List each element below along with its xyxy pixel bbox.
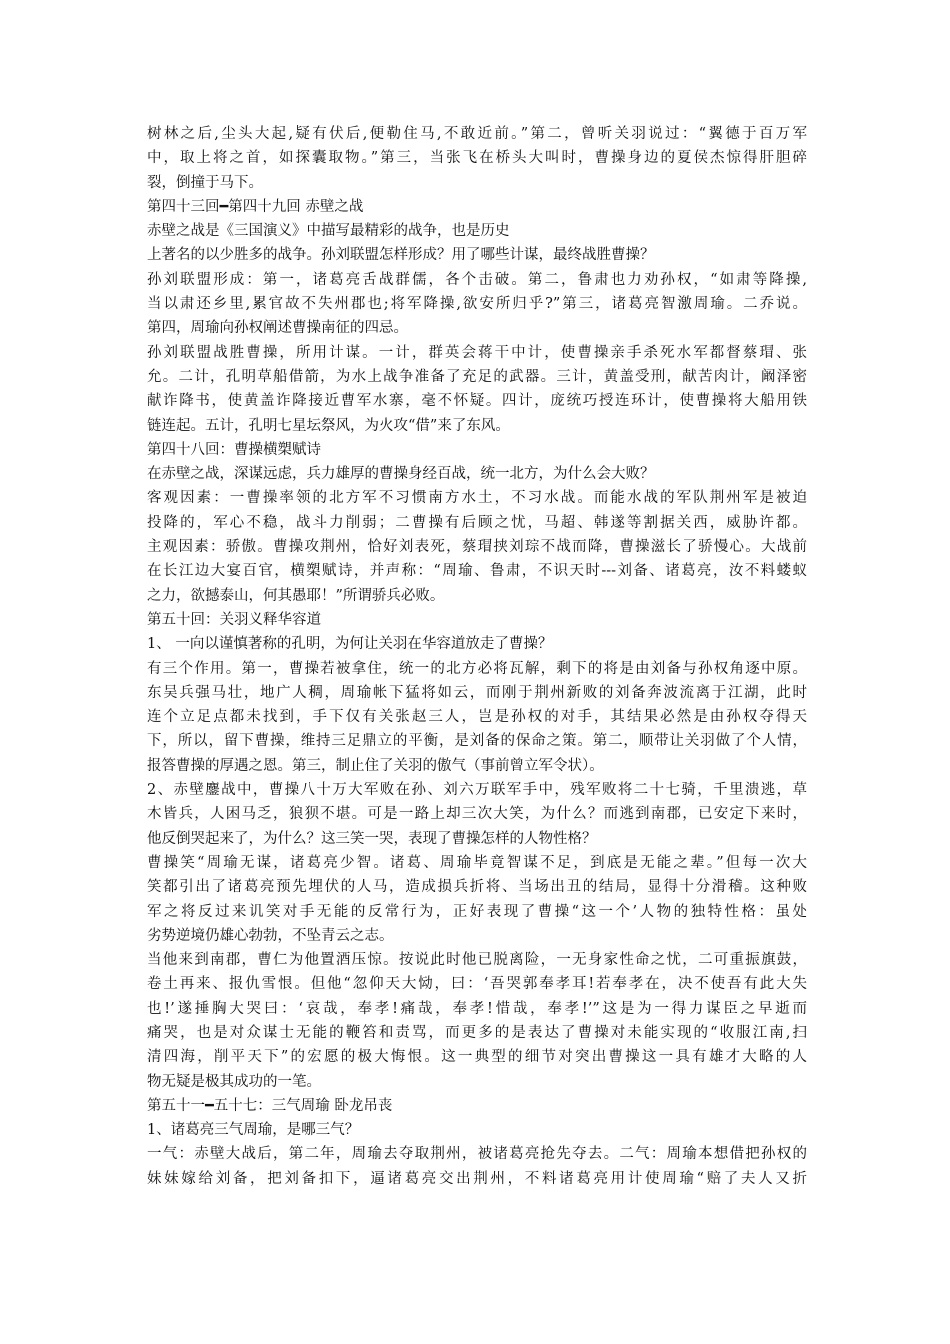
text-line: 报答曹操的厚遇之恩。第三，制止住了关羽的傲气（事前曾立军令状）。 [147,757,604,774]
text-line: 投降的，军心不稳，战斗力削弱；二曹操有后顾之忧，马超、韩遂等割据关西，威胁许都。 [147,514,807,531]
text-line: 赤壁之战是《三国演义》中描写最精彩的战争，也是历史 [147,223,510,240]
text-line: 孙刘联盟战胜曹操，所用计谋。一计，群英会蒋干中计，使曹操亲手杀死水军都督蔡瑁、张 [147,344,807,361]
text-line: 军之将反过来讥笑对手无能的反常行为，正好表现了曹操“这一个’人物的独特性格：虽处 [147,903,807,920]
text-line: 客观因素：一曹操率领的北方军不习惯南方水土，不习水战。而能水战的军队荆州军是被迫 [147,490,807,507]
text-line: 笑都引出了诸葛亮预先埋伏的人马，造成损兵折将、当场出丑的结局，显得十分滑稽。这种败 [147,879,807,896]
text-line: 妹妹嫁给刘备，把刘备扣下，逼诸葛亮交出荆州，不料诸葛亮用计使周瑜“赔了夫人又折 [147,1170,807,1187]
text-line: 当他来到南郡，曹仁为他置酒压惊。按说此时他已脱离险，一无身家性命之忧，二可重振旗鼓， [147,952,807,969]
text-line: 献诈降书，使黄盖诈降接近曹军水寨，毫不怀疑。四计，庞统巧授连环计，使曹操将大船用铁 [147,393,807,410]
text-line: 东吴兵强马壮，地广人稠，周瑜帐下猛将如云，而刚于荆州新败的刘备奔波流离于江湖，此时 [147,684,807,701]
text-line: 第四十八回：曹操横槊赋诗 [147,441,321,458]
text-line: 之力，欲撼泰山，何其愚耶！”所谓骄兵必败。 [147,587,445,604]
text-line: 下，所以，留下曹操，维持三足鼎立的平衡，是刘备的保命之策。第二，顺带让关羽做了个人情， [147,733,807,750]
text-line: 他反倒哭起来了，为什么？这三笑一哭，表现了曹操怎样的人物性格？ [147,830,597,847]
text-line: 连个立足点都未找到，手下仅有关张赵三人，岂是孙权的对手，其结果必然是由孙权夺得天 [147,709,807,726]
text-line: 第五十一━五十七：三气周瑜 卧龙吊丧 [147,1097,393,1114]
text-line: 木皆兵，人困马乏，狼狈不堪。可是一路上却三次大笑，为什么？而逃到南郡，已安定下来时， [147,806,807,823]
text-line: 树林之后,尘头大起,疑有伏后,便勒住马,不敢近前。”第二，曾听关羽说过：“翼德于百万军 [147,126,807,142]
text-line: 裂，倒撞于马下。 [147,174,263,191]
text-line: 劣势逆境仍雄心勃勃，不坠青云之志。 [147,927,394,944]
text-line: 曹操笑“周瑜无谋，诸葛亮少智。诸葛、周瑜毕竟智谋不足，到底是无能之辈。”但每一次大 [147,854,807,871]
text-line: 第五十回：关羽义释华容道 [147,611,321,628]
text-line: 主观因素：骄傲。曹操攻荆州，恰好刘表死，蔡瑁挟刘琮不战而降，曹操滋长了骄慢心。大战前 [147,539,807,556]
text-line: 中，取上将之首，如探囊取物。”第三，当张飞在桥头大叫时，曹操身边的夏侯杰惊得肝胆碎 [147,150,807,167]
text-line: 上著名的以少胜多的战争。孙刘联盟怎样形成？用了哪些计谋，最终战胜曹操？ [147,247,655,264]
text-line: 孙刘联盟形成：第一，诸葛亮舌战群儒，各个击破。第二，鲁肃也力劝孙权，“如肃等降操, [147,271,807,288]
text-line: 物无疑是极其成功的一笔。 [147,1073,321,1090]
text-line: 第四十三回━第四十九回 赤壁之战 [147,198,364,215]
text-line: 一气：赤壁大战后，第二年，周瑜去夺取荆州，被诸葛亮抢先夺去。二气：周瑜本想借把孙权的 [147,1146,807,1163]
text-line: 2、赤壁鏖战中，曹操八十万大军败在孙、刘六万联军手中，残军败将二十七骑，千里溃逃，草 [147,782,807,799]
text-line: 第四，周瑜向孙权阐述曹操南征的四忌。 [147,320,408,337]
text-line: 清四海，削平天下”的宏愿的极大悔恨。这一典型的细节对突出曹操这一具有雄才大略的人 [147,1049,807,1066]
text-line: 卷土再来、报仇雪恨。但他“忽仰天大恸，曰：‘吾哭郭奉孝耳!若奉孝在，决不使吾有此大失 [147,976,807,993]
document-page [147,122,807,1191]
text-line: 1、 一向以谨慎著称的孔明，为何让关羽在华容道放走了曹操？ [147,636,553,653]
text-line: 允。二计，孔明草船借箭，为水上战争准备了充足的武器。三计，黄盖受刑，献苦肉计，阚泽密 [147,368,807,385]
text-line: 1、诸葛亮三气周瑜，是哪三气？ [147,1122,360,1139]
text-line: 当以肃还乡里,累官故不失州郡也;将军降操,欲安所归乎?”第三，诸葛亮智激周瑜。二乔说。 [147,296,807,313]
text-line: 有三个作用。第一，曹操若被拿住，统一的北方必将瓦解，剩下的将是由刘备与孙权角逐中原。 [147,660,807,677]
text-line: 也!’遂捶胸大哭曰：‘哀哉，奉孝!痛哉，奉孝!惜哉，奉孝!’”这是为一得力谋臣之早逝而 [147,1000,807,1017]
text-line: 链连起。五计，孔明七星坛祭风，为火攻“借”来了东风。 [147,417,510,434]
text-line: 在赤壁之战，深谋远虑，兵力雄厚的曹操身经百战，统一北方，为什么会大败？ [147,466,655,483]
text-line: 痛哭，也是对众谋士无能的鞭笞和责骂，而更多的是表达了曹操对未能实现的“收服江南,扫 [147,1024,807,1041]
text-line: 在长江边大宴百官，横槊赋诗，并声称：“周瑜、鲁肃，不识天时---刘备、诸葛亮，汝不料蝼蚁 [147,563,807,580]
